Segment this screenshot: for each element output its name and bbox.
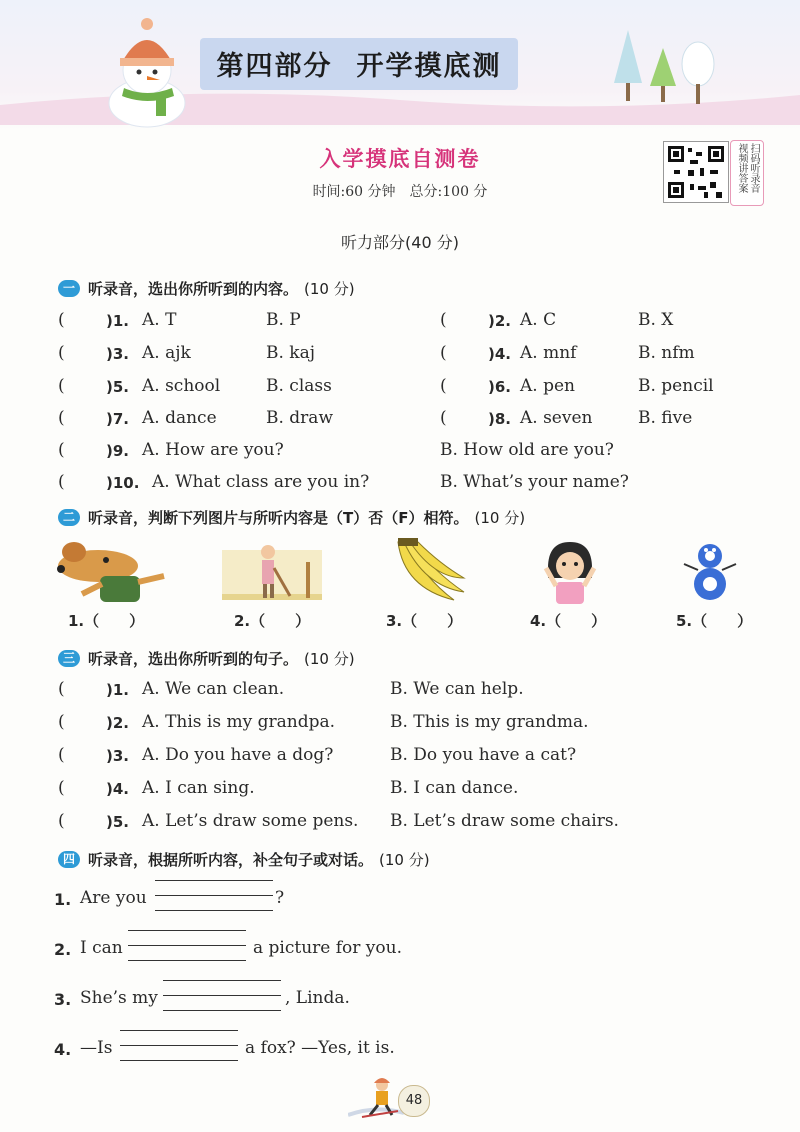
title-part: 第四部分 (216, 51, 333, 82)
option-a: A. We can clean. (142, 679, 285, 699)
option-a: A. ajk (142, 343, 191, 363)
question-number: 3. (54, 990, 72, 1009)
answer-paren[interactable]: ( (58, 712, 65, 732)
bananas-picture (394, 538, 466, 608)
option-a: A. What class are you in? (152, 472, 370, 492)
question-number: )9. (106, 442, 129, 460)
option-a: A. T (142, 310, 177, 330)
section-score: (10 分) (304, 650, 355, 668)
qr-caption-line: 视频讲答案 (736, 143, 747, 193)
option-b: B. P (266, 310, 301, 330)
question-number: )4. (488, 345, 511, 363)
option-a: A. Let’s draw some pens. (142, 811, 359, 831)
girl-sweeping-picture (222, 540, 322, 606)
qr-code-icon[interactable] (663, 141, 729, 203)
mouse-picture (52, 538, 170, 608)
skier-icon (348, 1075, 404, 1121)
answer-paren[interactable]: ( (58, 679, 65, 699)
sentence-start: Are you (80, 888, 147, 908)
answer-paren[interactable]: ( (440, 408, 447, 428)
listening-title: 听力部分(40 分) (341, 233, 459, 252)
section-title: 听录音，根据所听内容，补全句子或对话。 (88, 851, 374, 869)
option-a: A. school (142, 376, 221, 396)
option-b: B. pencil (638, 376, 714, 396)
option-b: B. Let’s draw some chairs. (390, 811, 619, 831)
option-a: A. dance (142, 408, 217, 428)
answer-line[interactable] (155, 910, 273, 911)
section-title: 听录音，选出你所听到的内容。 (88, 280, 299, 298)
picture-answer-2[interactable]: 2.（ ） (234, 612, 311, 630)
question-number: )7. (106, 410, 129, 428)
option-b: B. Do you have a cat? (390, 745, 577, 765)
section-title: 听录音，选出你所听到的句子。 (88, 650, 299, 668)
section-4-heading (58, 849, 430, 870)
girl-picture (538, 538, 600, 604)
option-b: B. class (266, 376, 332, 396)
answer-paren[interactable]: ( (58, 310, 65, 330)
option-b: B. kaj (266, 343, 316, 363)
answer-line[interactable] (120, 1030, 238, 1031)
sentence-end: , Linda. (285, 988, 350, 1008)
option-a: A. mnf (520, 343, 577, 363)
answer-line[interactable] (155, 895, 273, 896)
exam-time: 时间:60 分钟 (312, 184, 396, 200)
question-number: 1. (54, 890, 72, 909)
page-number: 48 (398, 1085, 430, 1117)
answer-paren[interactable]: ( (58, 408, 65, 428)
answer-paren[interactable]: ( (440, 343, 447, 363)
option-a: A. I can sing. (142, 778, 255, 798)
picture-answer-3[interactable]: 3.（ ） (386, 612, 463, 630)
answer-line[interactable] (163, 980, 281, 981)
winter-trees-icon (608, 28, 718, 108)
answer-paren[interactable]: ( (58, 440, 65, 460)
option-a: A. This is my grandpa. (142, 712, 336, 732)
answer-paren[interactable]: ( (58, 376, 65, 396)
option-b: B. We can help. (390, 679, 524, 699)
answer-line[interactable] (128, 930, 246, 931)
answer-paren[interactable]: ( (58, 778, 65, 798)
section-2-heading (58, 507, 525, 528)
section-score: (10 分) (474, 509, 526, 527)
option-b: B. What’s your name? (440, 472, 629, 492)
question-number: 2. (54, 940, 72, 959)
option-b: B. X (638, 310, 674, 330)
question-number: )10. (106, 474, 140, 492)
question-number: )3. (106, 747, 129, 765)
question-number: )3. (106, 345, 129, 363)
qr-caption (730, 140, 764, 206)
section-1-heading (58, 278, 355, 299)
option-a: A. C (520, 310, 557, 330)
section-score: (10 分) (379, 851, 430, 869)
question-number: )4. (106, 780, 129, 798)
title-name: 开学摸底测 (356, 51, 502, 82)
picture-answer-5[interactable]: 5.（ ） (676, 612, 753, 630)
exam-total: 总分:100 分 (409, 184, 488, 200)
option-b: B. How old are you? (440, 440, 614, 460)
section-badge: 一 (58, 280, 80, 297)
answer-paren[interactable]: ( (58, 811, 65, 831)
option-b: B. draw (266, 408, 333, 428)
question-number: )6. (488, 378, 511, 396)
answer-paren[interactable]: ( (58, 472, 65, 492)
option-a: A. pen (520, 376, 575, 396)
question-number: )1. (106, 681, 129, 699)
question-number: )5. (106, 813, 129, 831)
option-a: A. seven (520, 408, 593, 428)
option-b: B. I can dance. (390, 778, 519, 798)
section-score: (10 分) (304, 280, 355, 298)
sentence-start: —Is (80, 1038, 113, 1058)
question-number: )2. (488, 312, 511, 330)
section-badge: 四 (58, 851, 80, 868)
exam-title: 入学摸底自测卷 (319, 147, 481, 171)
answer-line[interactable] (128, 945, 246, 946)
section-badge: 二 (58, 509, 80, 526)
option-b: B. nfm (638, 343, 695, 363)
question-number: )2. (106, 714, 129, 732)
answer-line[interactable] (128, 960, 246, 961)
answer-line[interactable] (163, 1010, 281, 1011)
answer-paren[interactable]: ( (440, 376, 447, 396)
answer-paren[interactable]: ( (440, 310, 447, 330)
sentence-end: a fox? —Yes, it is. (245, 1038, 395, 1058)
section-title: 听录音，判断下列图片与所听内容是（T）否（F）相符。 (88, 509, 469, 527)
answer-paren[interactable]: ( (58, 745, 65, 765)
qr-caption-line: 扫码听录音 (748, 143, 759, 193)
sentence-start: I can (80, 938, 123, 958)
question-number: 4. (54, 1040, 72, 1059)
picture-answer-4[interactable]: 4.（ ） (530, 612, 607, 630)
sentence-end: a picture for you. (253, 938, 402, 958)
answer-line[interactable] (120, 1060, 238, 1061)
option-a: A. How are you? (142, 440, 284, 460)
picture-answer-1[interactable]: 1.（ ） (68, 612, 145, 630)
sentence-start: She’s my (80, 988, 158, 1008)
option-b: B. This is my grandma. (390, 712, 589, 732)
option-b: B. five (638, 408, 693, 428)
answer-line[interactable] (163, 995, 281, 996)
question-number: )5. (106, 378, 129, 396)
option-a: A. Do you have a dog? (142, 745, 334, 765)
answer-paren[interactable]: ( (58, 343, 65, 363)
sentence-end: ? (275, 888, 285, 908)
section-3-heading (58, 648, 355, 669)
number-eight-picture (680, 540, 740, 604)
answer-line[interactable] (155, 880, 273, 881)
section-badge: 三 (58, 650, 80, 667)
snowman-icon (100, 18, 195, 128)
page-title (200, 44, 518, 83)
answer-line[interactable] (120, 1045, 238, 1046)
question-number: )1. (106, 312, 129, 330)
question-number: )8. (488, 410, 511, 428)
